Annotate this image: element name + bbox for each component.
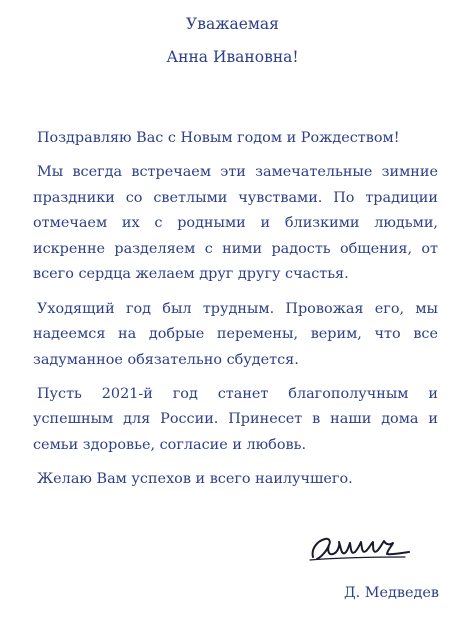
handwritten-signature	[305, 527, 415, 567]
paragraph-greeting: Поздравляю Вас с Новым годом и Рождеством!	[37, 130, 400, 146]
paragraph-holidays: Мы всегда встречаем эти замечательные зимние праздники со светлыми чувствами. По традиции отмечаем их с родными и близкими людьми, искренне разделяем с ними радость общения, от всего сердца желаем друг другу счастья.	[33, 164, 438, 283]
paragraph-closing: Желаю Вам успехов и всего наилучшего.	[37, 471, 353, 488]
paragraph-wishes-russia: Пусть 2021-й год станет благополучным и успешным для России. Принесет в наши дома и семьи здоровье, согласие и любовь.	[33, 385, 438, 454]
salutation-line-1: Уважаемая	[186, 15, 279, 33]
salutation-line-2: Анна Ивановна!	[166, 48, 299, 66]
letter-body	[33, 126, 438, 501]
signature-name: Д. Медведев	[343, 585, 439, 601]
paragraph-year: Уходящий год был трудным. Провожая его, мы надеемся на добрые перемены, верим, что все задуманное обязательно сбудется.	[33, 300, 438, 368]
